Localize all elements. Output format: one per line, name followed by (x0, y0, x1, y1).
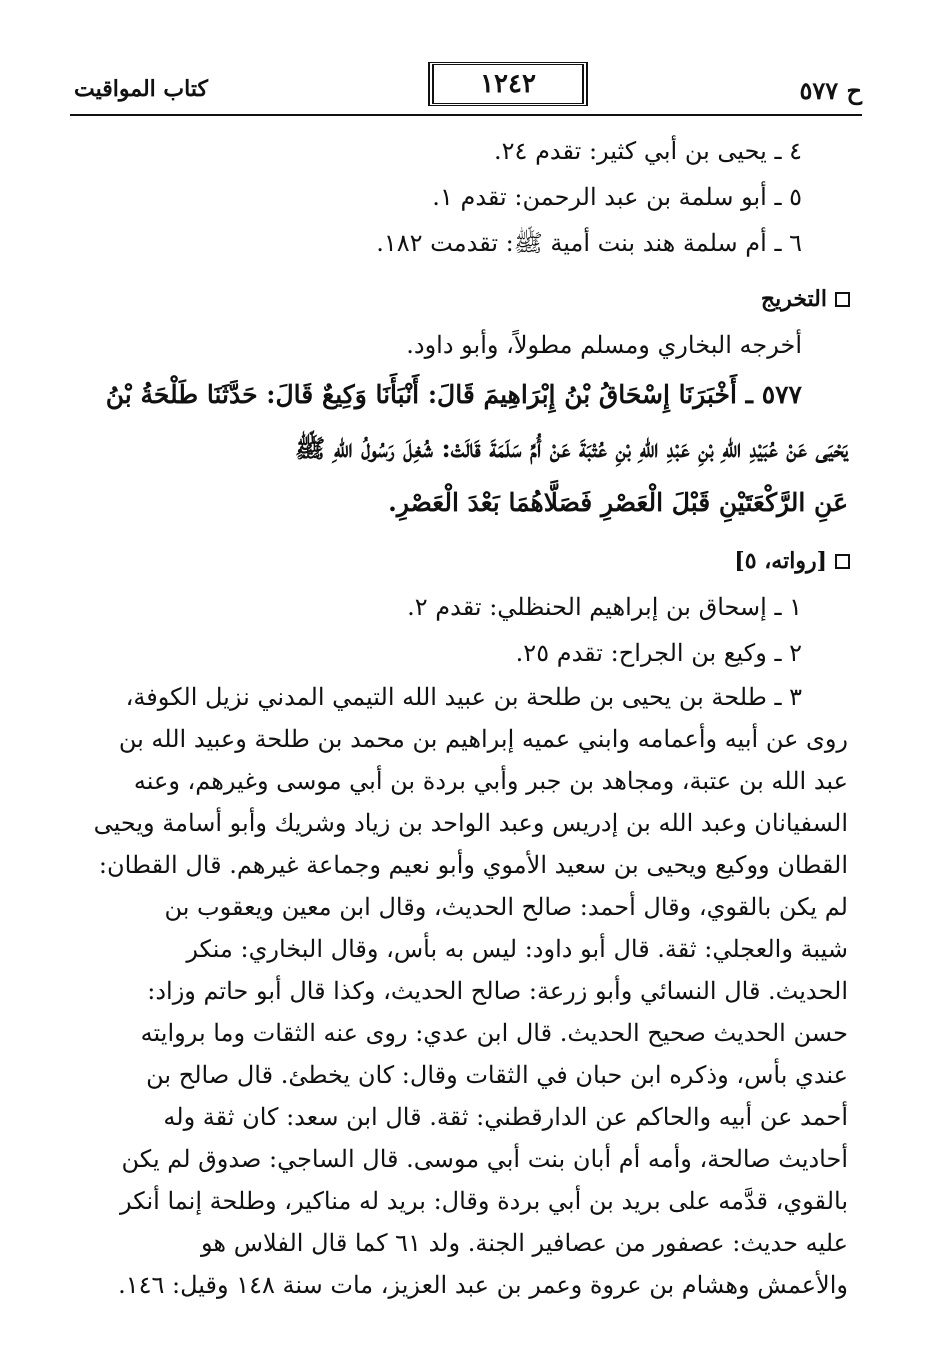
hadith-text (104, 368, 848, 530)
bio-line: عبد الله بن عتبة، ومجاهد بن جبر وأبي بردة بن أبي موسى وغيرهم، وعنه (133, 767, 848, 795)
bio-line: الحديث. قال النسائي وأبو زرعة: صالح الحديث، وكذا قال أبو حاتم وزاد: (147, 977, 848, 1005)
takhrij-title: التخريج (760, 286, 827, 312)
page-number: ١٢٤٢ (428, 62, 588, 106)
header-divider (70, 114, 862, 116)
narrator-line: ٤ ـ يحيى بن أبي كثير: تقدم ٢٤. (494, 137, 802, 165)
narrator-line: ٦ ـ أم سلمة هند بنت أمية ﷺ: تقدمت ١٨٢. (376, 229, 802, 257)
hadith-line: ٥٧٧ ـ أَخْبَرَنَا إِسْحَاقُ بْنُ إِبْرَاهِيمَ قَالَ: أَنْبَأَنَا وَكِيعٌ قَالَ: حَدَّثَنَا طَلْحَةُ بْنُ (105, 380, 802, 409)
square-bullet-icon (835, 292, 850, 307)
ruwat-heading (104, 538, 850, 584)
bio-line: شيبة والعجلي: ثقة. قال أبو داود: ليس به بأس، وقال البخاري: منكر (186, 935, 848, 963)
narrator-line: ٥ ـ أبو سلمة بن عبد الرحمن: تقدم ١. (432, 183, 802, 211)
bio-line: حسن الحديث صحيح الحديث. قال ابن عدي: روى عنه الثقات وما بروايته (140, 1019, 848, 1047)
bio-line: روى عن أبيه وأعمامه وابني عميه إبراهيم بن محمد بن طلحة وعبيد الله بن (118, 725, 848, 753)
page-header (74, 62, 862, 114)
hadith-range-label: ح ٥٧٧ (799, 76, 862, 105)
bio-line: أحمد عن أبيه والحاكم عن الدارقطني: ثقة. قال ابن سعد: كان ثقة وله (163, 1103, 848, 1131)
bio-line: ٣ ـ طلحة بن يحيى بن طلحة بن عبيد الله التيمي المدني نزيل الكوفة، (125, 683, 802, 711)
takhrij-text: أخرجه البخاري ومسلم مطولاً، وأبو داود. (406, 331, 802, 359)
square-bullet-icon (835, 554, 850, 569)
bio-line: بالقوي، قدَّمه على بريد بن أبي بردة وقال: بريد له مناكير، وطلحة إنما أنكر (119, 1187, 848, 1215)
takhrij-heading (104, 276, 850, 322)
hadith-line: عَنِ الرَّكْعَتَيْنِ قَبْلَ الْعَصْرِ فَصَلَّاهُمَا بَعْدَ الْعَصْرِ. (388, 488, 848, 517)
narrator-line: ٢ ـ وكيع بن الجراح: تقدم ٢٥. (515, 639, 802, 667)
book-title: كتاب المواقيت (74, 76, 208, 102)
narrator-line: ١ ـ إسحاق بن إبراهيم الحنظلي: تقدم ٢. (407, 593, 802, 621)
bio-line: القطان ووكيع ويحيى بن سعيد الأموي وأبو نعيم وجماعة غيرهم. قال القطان: (98, 851, 848, 879)
bio-line: والأعمش وهشام بن عروة وعمر بن عبد العزيز، مات سنة ١٤٨ وقيل: ١٤٦. (118, 1271, 848, 1299)
bio-line: عليه حديث: عصفور من عصافير الجنة. ولد ٦١ كما قال الفلاس هو (201, 1229, 848, 1257)
bio-line: لم يكن بالقوي، وقال أحمد: صالح الحديث، وقال ابن معين ويعقوب بن (164, 893, 848, 921)
bio-line: عندي بأس، وذكره ابن حبان في الثقات وقال: كان يخطئ. قال صالح بن (146, 1061, 848, 1089)
page-body (93, 128, 848, 1306)
bio-line: أحاديث صالحة، وأمه أم أبان بنت أبي موسى. قال الساجي: صدوق لم يكن (121, 1145, 848, 1173)
hadith-line: يَحْيَى عَنْ عُبَيْدِ اللهِ بْنِ عَبْدِ اللهِ بْنِ عُتْبَةَ عَنْ أُمِّ سَلَمَةَ قَالَتْ: شُغِلَ رَسُولُ اللهِ ﷺ (295, 434, 848, 463)
bio-line: السفيانان وعبد الله بن إدريس وعبد الواحد بن زياد وشريك وأبو أسامة ويحيى (93, 809, 848, 837)
ruwat-title: [رواته، ٥] (734, 548, 827, 574)
talha-biography (93, 676, 848, 1306)
